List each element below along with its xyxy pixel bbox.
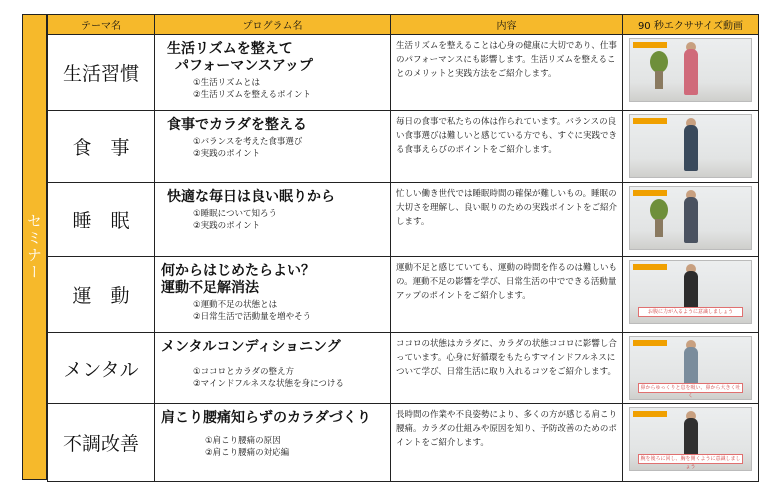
program-title: 生活リズムを整えて パフォーマンスアップ [167,41,313,74]
table-row [48,404,759,482]
program-title: 食事でカラダを整える [167,117,307,133]
program-points: ①バランスを考えた食事選び ②実践のポイント [193,137,303,159]
video-badge [633,264,667,270]
plant-icon [650,51,668,73]
video-caption: 鼻からゆっくりと息を吸い、鼻から大きく吐く [638,383,743,393]
video-caption: 腕を後ろに回し、胸を開くように意識しましょう [638,454,743,464]
pot-icon [655,71,663,89]
theme-cell: 生活習慣 [48,35,155,111]
content-cell: 運動不足と感じていても、運動の時間を作るのは難しいもの。運動不足の影響を学び、日常生活の中でできる活動量アップのポイントをご紹介します。 [391,257,623,333]
header-theme: テーマ名 [48,15,155,35]
content-cell: 忙しい働き世代では睡眠時間の確保が難しいもの。睡眠の大切さを理解し、良い眠りのための実践ポイントをご紹介します。 [391,183,623,257]
header-content: 内容 [391,15,623,35]
header-row [48,15,759,35]
header-program: プログラム名 [155,15,391,35]
person-icon [684,49,698,95]
video-cell[interactable] [623,183,759,257]
theme-cell: 食 事 [48,111,155,183]
table-row [48,35,759,111]
header-video: 90 秒エクササイズ動画 [623,15,759,35]
content-cell: 生活リズムを整えることは心身の健康に大切であり、仕事のパフォーマンスにも影響します。生活リズムを整えることのメリットと実践方法をご紹介します。 [391,35,623,111]
video-cell[interactable] [623,333,759,404]
program-points: ①睡眠について知ろう ②実践のポイント [193,209,277,231]
program-cell [155,183,391,257]
program-cell [155,35,391,111]
program-title: 肩こり腰痛知らずのカラダづくり [161,410,371,426]
sidebar-text: セミナー [25,213,43,281]
theme-cell: 運 動 [48,257,155,333]
content-cell: 毎日の食事で私たちの体は作られています。バランスの良い食事選びは難しいと感じている方でも、すぐに実践できる食事えらびのポイントをご紹介します。 [391,111,623,183]
content-cell: 長時間の作業や不良姿勢により、多くの方が感じる肩こり腰痛。カラダの仕組みや原因を知り、予防改善のためのポイントをご紹介します。 [391,404,623,482]
program-points: ①肩こり腰痛の原因 ②肩こり腰痛の対応編 [205,436,290,458]
video-thumbnail[interactable] [629,114,752,178]
sidebar-label [22,14,47,480]
theme-cell: 不調改善 [48,404,155,482]
video-badge [633,190,667,196]
program-cell [155,257,391,333]
program-points: ①運動不足の状態とは ②日常生活で活動量を増やそう [193,300,312,322]
program-cell [155,404,391,482]
theme-cell: 睡 眠 [48,183,155,257]
program-points: ①ココロとカラダの整え方 ②マインドフルネスな状態を身につける [193,367,344,389]
video-badge [633,340,667,346]
video-thumbnail[interactable] [629,407,752,471]
video-badge [633,118,667,124]
program-points: ①生活リズムとは ②生活リズムを整えるポイント [193,78,311,100]
table-row [48,183,759,257]
person-icon [684,125,698,171]
pot-icon [655,219,663,237]
theme-cell: メンタル [48,333,155,404]
program-cell [155,111,391,183]
video-badge [633,42,667,48]
content-cell: ココロの状態はカラダに、カラダの状態ココロに影響し合っています。心身に好循環をもたらすマインドフルネスについて学び、日常生活に取り入れるコツをご紹介します。 [391,333,623,404]
seminar-table [47,14,759,482]
video-thumbnail[interactable] [629,260,752,324]
video-cell[interactable] [623,111,759,183]
table-row [48,257,759,333]
video-thumbnail[interactable] [629,336,752,400]
video-thumbnail[interactable] [629,186,752,250]
plant-icon [650,199,668,221]
video-caption: お腹に力が入るように意識しましょう [638,307,743,317]
program-cell [155,333,391,404]
seminar-table-wrapper [22,14,758,480]
video-cell[interactable] [623,35,759,111]
video-thumbnail[interactable] [629,38,752,102]
program-title: 何からはじめたらよい？ 運動不足解消法 [161,263,315,296]
program-title: メンタルコンディショニング [161,339,341,355]
table-row [48,111,759,183]
person-icon [684,197,698,243]
video-badge [633,411,667,417]
table-row [48,333,759,404]
video-cell[interactable] [623,257,759,333]
video-cell[interactable] [623,404,759,482]
program-title: 快適な毎日は良い眠りから [167,189,335,205]
